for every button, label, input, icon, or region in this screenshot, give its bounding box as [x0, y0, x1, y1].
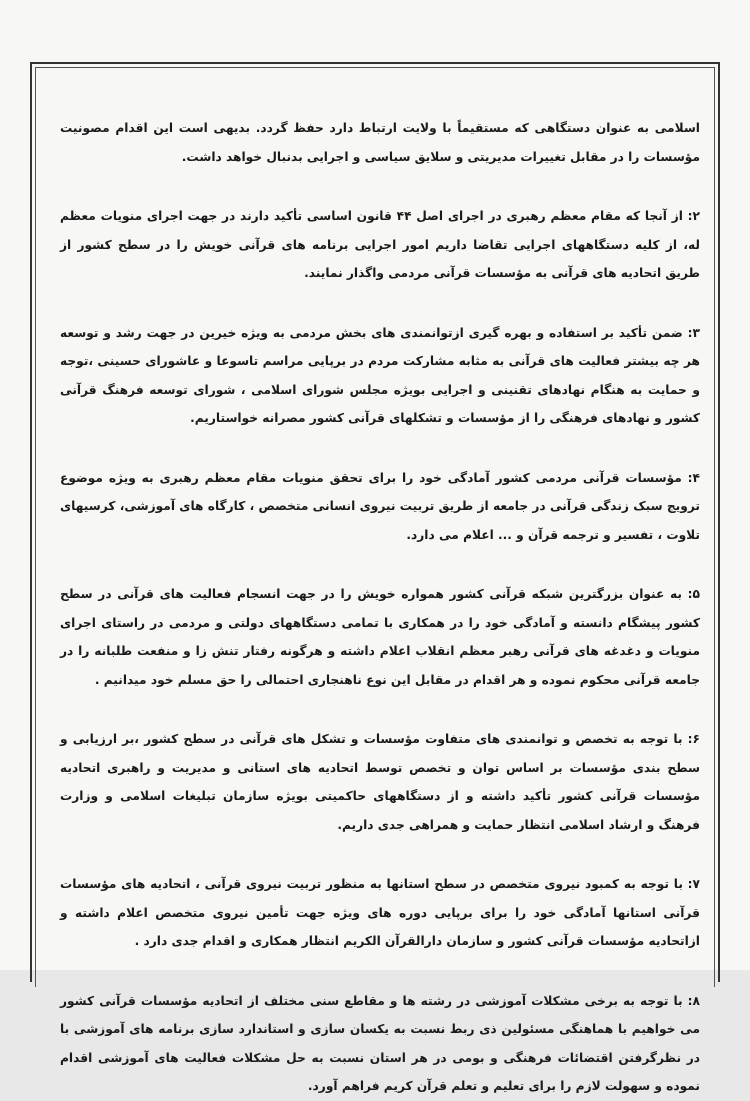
paragraph-7: ۷: با توجه به کمبود نیروی متخصص در سطح استانها به منظور تربیت نیروی قرآنی ، اتحادیه های مؤسسات قرآنی استانها آمادگی خود را برای برپایی دوره های ویژه جهت تأمین نیروی متخصص اعلام داشته و ازاتحادیه مؤسسات قرآنی کشور و سازمان دارالقرآن الکریم انتظار همکاری و اقدام جدی دارد .: [60, 877, 700, 948]
paragraph-6: ۶: با توجه به تخصص و توانمندی های متفاوت مؤسسات و تشکل های قرآنی در سطح کشور ،بر ارزیابی و سطح بندی مؤسسات بر اساس توان و تخصص توسط اتحادیه های استانی و مدیریت و راهبری اتحادیه مؤسسات قرآنی کشور تأکید داشته و از دستگاههای حاکمیتی بویژه سازمان تبلیغات اسلامی و وزارت فرهنگ و ارشاد اسلامی انتظار حمایت و همراهی جدی داریم.: [60, 732, 700, 832]
paragraph-4: ۴: مؤسسات قرآنی مردمی کشور آمادگی خود را برای تحقق منویات مقام معظم رهبری به ویژه موضوع ترویج سبک زندگی قرآنی در جامعه از طریق تربیت نیروی انسانی متخصص ، کارگاه های آموزشی، کرسیهای تلاوت ، تفسیر و ترجمه قرآن و ... اعلام می دارد.: [60, 470, 700, 542]
paragraph-1: اسلامی به عنوان دستگاهی که مستقیماً با ولایت ارتباط دارد حفظ گردد. بدیهی است این اقدام مصونیت مؤسسات را در مقابل تغییرات مدیریتی و سلایق سیاسی و اجرایی بدنبال خواهد داشت.: [60, 121, 700, 164]
paragraph-8: ۸: با توجه به برخی مشکلات آموزشی در رشته ها و مقاطع سنی مختلف از اتحادیه مؤسسات قرآنی کشور می خواهیم با هماهنگی مسئولین ذی ربط نسبت به یکسان سازی و استاندارد سازی برنامه های آموزشی با در نظرگرفتن اقتضائات فرهنگی و بومی در هر استان نسبت به حل مشکلات فعالیت های آموزشی اقدام نموده و سهولت لازم را برای تعلیم و تعلم قرآن کریم فراهم آورد.: [60, 993, 700, 1093]
paragraph-5: ۵: به عنوان بزرگترین شبکه قرآنی کشور همواره خویش را در جهت انسجام فعالیت های قرآنی در سطح کشور پیشگام دانسته و آمادگی خود را در همکاری با تمامی دستگاههای دولتی و مردمی در راستای اجرای منویات و دغدغه های قرآنی رهبر معظم انقلاب اعلام داشته و هرگونه رفتار تنش زا و منفعت طلبانه را در جامعه قرآنی محکوم نموده و هر اقدام در مقابل این نوع ناهنجاری احتمالی را حق مسلم خود میدانیم .: [60, 587, 700, 687]
document-body: [60, 114, 700, 1101]
paragraph-3: ۳: ضمن تأکید بر استفاده و بهره گیری ازتوانمندی های بخش مردمی به ویژه خیرین در جهت رشد و توسعه هر چه بیشتر فعالیت های قرآنی به مثابه مشارکت مردم در برپایی مراسم تاسوعا و عاشورای حسینی ،توجه و حمایت به هنگام نهادهای تقنینی و اجرایی بویژه مجلس شورای اسلامی ، شورای توسعه فرهنگ قرآنی کشور و نهادهای فرهنگی را از مؤسسات و تشکلهای قرآنی کشور مصرانه خواستاریم.: [60, 325, 700, 425]
paragraph-2: ۲: از آنجا که مقام معظم رهبری در اجرای اصل ۴۴ قانون اساسی تأکید دارند در جهت اجرای منویات معظم له، از کلیه دستگاههای اجرایی تقاضا داریم امور اجرایی برنامه های قرآنی خویش را در سطح کشور از طریق اتحادیه های قرآنی به مؤسسات قرآنی مردمی واگذار نمایند.: [60, 209, 700, 280]
